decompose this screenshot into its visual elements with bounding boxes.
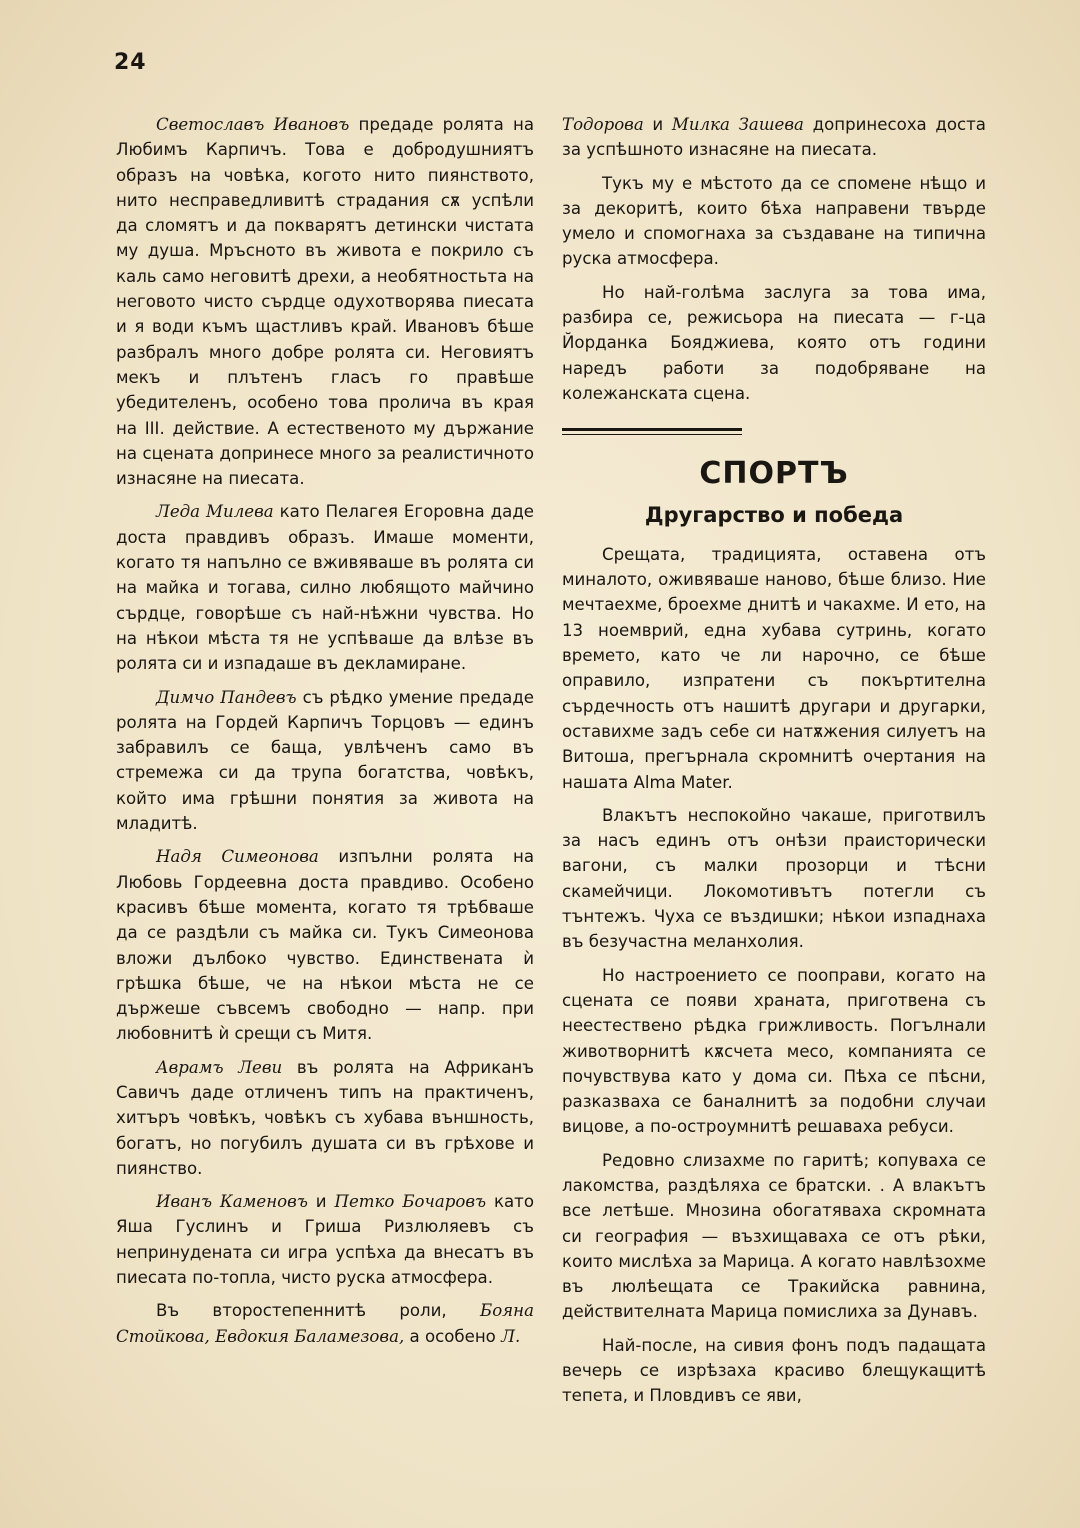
actor-name: Димчо Пандевъ	[156, 687, 297, 707]
paragraph: Най-после, на сивия фонъ подъ падащата вечерь се изрѣзаха красиво блещукащитѣ тепета, и Пловдивъ се яви,	[562, 1335, 986, 1406]
paragraph	[116, 112, 534, 491]
actor-name: Тодорова	[562, 115, 644, 134]
paragraph-text: а особено	[404, 1326, 502, 1346]
article-title: Другарство и победа	[644, 502, 904, 527]
paragraph-text: изпълни ролята на Любовь Гордеевна доста правдиво. Особено красивъ бѣше момента, когато тя трѣбваше да се раздѣли съ майка си. Тукъ Симеонова вложи дълбоко чувство. Единствената ѝ грѣшка бѣше, че на нѣкои мѣста не се държеше съвсемъ свободно — напр. при любовнитѣ ѝ срещи съ Митя.	[116, 847, 534, 1044]
paragraph-text: съ рѣдко умение предаде ролята на Гордей Карпичъ Торцовъ — единъ забравилъ се баща, увлѣченъ само въ стремежа си да трупа богатства, човѣкъ, който има грѣшни понятия за живота на младитѣ.	[116, 687, 534, 834]
actor-name: Светославъ Ивановъ	[156, 115, 350, 134]
actor-name: Бояна Стойкова, Евдокия Баламезова,	[116, 1301, 534, 1346]
actor-name: Милка Зашева	[671, 115, 804, 134]
actor-name: Л.	[501, 1326, 521, 1346]
paragraph-text: въ ролята на Африканъ Савичъ даде отличенъ типъ на практиченъ, хитъръ човѣкъ, човѣкъ съ хубава външность, богатъ, но погубилъ душата си въ грѣхове и пиянство.	[116, 1057, 534, 1178]
actor-name: Надя Симеонова	[156, 847, 319, 867]
page-number: 24	[114, 50, 147, 75]
paragraph	[116, 1189, 534, 1290]
section-divider	[562, 428, 742, 435]
right-column	[562, 112, 986, 1409]
section-title: СПОРТЪ	[699, 456, 849, 492]
paragraph-text: и	[307, 1192, 335, 1212]
actor-name: Иванъ Каменовъ	[156, 1192, 308, 1212]
paragraph: Тукъ му е мѣстото да се спомене нѣщо и за декоритѣ, които бѣха направени твърде умело и спомогнаха за създаване на типична руска атмосфера.	[562, 173, 986, 269]
paragraph	[116, 1298, 534, 1349]
paragraph-text: като Яша Гуслинъ и Гриша Ризлюляевъ съ непринудената си игра успѣха да внесатъ въ пиесата по-топла, чисто руска атмосфера.	[116, 1192, 534, 1288]
paragraph	[116, 1055, 534, 1181]
actor-name: Аврамъ Леви	[156, 1057, 283, 1077]
paragraph: Но най-голѣма заслуга за това има, разбира се, режисьора на пиесата — г-ца Йорданка Бояджиева, която отъ години наредъ работи за подобряване на колежанската сцена.	[562, 282, 986, 403]
paragraph: Но настроението се пооправи, когато на сцената се появи храната, приготвена съ неестествено рѣдка грижливость. Погълнали животворнитѣ кѫсчета месо, компанията се почувствува като у дома си. Пѣха се пѣсни, разказваха се баналнитѣ за подобни случаи вицове, а по-остроумнитѣ решаваха ребуси.	[562, 965, 986, 1137]
paragraph	[116, 499, 534, 676]
paragraph-text: предаде ролята на Любимъ Карпичъ. Това е добродушниятъ образъ на човѣка, когото нито пиянството, нито несправедливитѣ страдания сѫ успѣли да сломятъ и да покварятъ детински чистата му душа. Мръсното въ живота е покрило съ каль само неговитѣ дрехи, а необятностьта на неговото чисто сърдце одухотворява пиесата и я води къмъ щастливъ край. Ивановъ бѣше разбралъ много добре ролята си. Неговиятъ мекъ и плътенъ гласъ го правѣше убедителенъ, особено това пролича въ края на III. действие. А естественото му държание на сцената допринесе много за реалистичното изнасяне на пиесата.	[116, 115, 534, 489]
paragraph-text: допринесоха доста за успѣшното изнасяне на пиесата.	[562, 115, 986, 160]
paragraph-text: Въ второстепеннитѣ роли,	[156, 1301, 480, 1321]
paragraph	[116, 685, 534, 837]
paragraph: Редовно слизахме по гаритѣ; копуваха се лакомства, раздѣляха се братски. . А влакътъ все летѣше. Мнозина обогатяваха скромната си география — възхищаваха се отъ рѣки, които мислѣха за Марица. А когато навлѣзохме въ люлѣещата се Тракийска равнина, действителната Марица помислиха за Дунавъ.	[562, 1150, 986, 1322]
actor-name: Петко Бочаровъ	[334, 1192, 487, 1212]
left-column	[116, 112, 534, 1349]
actor-name: Леда Милева	[156, 502, 274, 522]
paragraph: Влакътъ неспокойно чакаше, приготвилъ за насъ единъ отъ онѣзи праисторически вагони, съ малки прозорци и тѣсни скамейчици. Локомотивътъ потегли съ тънтежъ. Чуха се въздишки; нѣкои изпаднаха въ безучастна меланхолия.	[562, 805, 986, 952]
paragraph: Срещата, традицията, оставена отъ миналото, оживяваше наново, бѣше близо. Ние мечтаехме, броехме днитѣ и чакахме. И ето, на 13 ноемврий, една хубава сутринь, когато времето, като че ли нарочно, се бѣше оправило, изпратени съ покъртителна сърдечность отъ нашитѣ другари и другарки, оставихме задъ себе си натѫжения силуетъ на Витоша, прегърнала скромнитѣ очертания на нашата Alma Mater.	[562, 544, 986, 792]
paragraph	[116, 844, 534, 1046]
paragraph	[562, 112, 986, 163]
paragraph-text: и	[643, 115, 672, 134]
paragraph-text: като Пелагея Егоровна даде доста правдивъ образъ. Имаше моменти, когато тя напълно се вживяваше въ ролята си на майка и тогава, силно любящото майчино сърдце, говорѣше съ най-нѣжни чувства. Но на нѣкои мѣста тя не успѣваше да влѣзе въ ролята си и изпадаше въ декламиране.	[116, 502, 534, 674]
